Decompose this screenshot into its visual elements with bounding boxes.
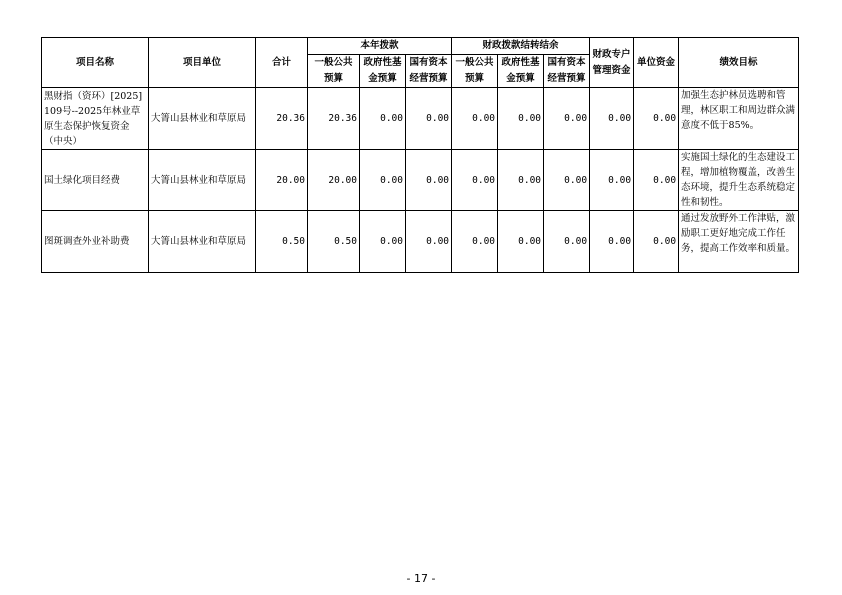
row-project-name: 国土绿化项目经费 [42,150,149,211]
row-unit-funds: 0.00 [634,88,679,150]
row-unit-funds: 0.00 [634,211,679,273]
header-performance-goal: 绩效目标 [679,38,799,88]
header-project-unit: 项目单位 [149,38,256,88]
row-performance-goal: 实施国土绿化的生态建设工程，增加植物覆盖，改善生态环境，提升生态系统稳定性和韧性。 [679,150,799,211]
header-co-fund: 政府性基金预算 [498,55,544,88]
row-project-name: 图斑调查外业补助费 [42,211,149,273]
table-row [42,88,799,150]
row-co-fund: 0.00 [498,211,544,273]
row-co-general: 0.00 [452,150,498,211]
header-current-year: 本年拨款 [308,38,452,55]
table-row [42,150,799,211]
row-project-unit: 大箐山县林业和草原局 [149,211,256,273]
row-cy-general: 20.36 [308,88,360,150]
header-cy-general: 一般公共预算 [308,55,360,88]
row-special-account: 0.00 [590,88,634,150]
row-co-general: 0.00 [452,88,498,150]
row-unit-funds: 0.00 [634,150,679,211]
header-cy-state: 国有资本经营预算 [406,55,452,88]
row-project-unit: 大箐山县林业和草原局 [149,150,256,211]
header-carryover: 财政拨款结转结余 [452,38,590,55]
row-cy-state: 0.00 [406,150,452,211]
row-cy-fund: 0.00 [360,150,406,211]
row-performance-goal: 通过发放野外工作津贴，激励职工更好地完成工作任务，提高工作效率和质量。 [679,211,799,273]
header-unit-funds: 单位资金 [634,38,679,88]
row-cy-general: 20.00 [308,150,360,211]
row-project-unit: 大箐山县林业和草原局 [149,88,256,150]
row-total: 0.50 [256,211,308,273]
row-cy-general: 0.50 [308,211,360,273]
header-cy-fund: 政府性基金预算 [360,55,406,88]
project-budget-table [41,37,799,273]
header-co-general: 一般公共预算 [452,55,498,88]
row-special-account: 0.00 [590,150,634,211]
row-co-state: 0.00 [544,150,590,211]
row-special-account: 0.00 [590,211,634,273]
row-performance-goal: 加强生态护林员选聘和管理，林区职工和周边群众满意度不低于85%。 [679,88,799,150]
row-total: 20.36 [256,88,308,150]
header-co-state: 国有资本经营预算 [544,55,590,88]
row-co-general: 0.00 [452,211,498,273]
page-number: - 17 - [406,572,436,585]
row-cy-fund: 0.00 [360,88,406,150]
header-total: 合计 [256,38,308,88]
row-co-fund: 0.00 [498,150,544,211]
row-total: 20.00 [256,150,308,211]
row-co-state: 0.00 [544,211,590,273]
row-cy-state: 0.00 [406,88,452,150]
row-project-name: 黑财指（资环）[2025]109号--2025年林业草原生态保护恢复资金（中央） [42,88,149,150]
header-row-1 [42,38,799,55]
header-special-account: 财政专户管理资金 [590,38,634,88]
header-project-name: 项目名称 [42,38,149,88]
row-cy-fund: 0.00 [360,211,406,273]
row-co-fund: 0.00 [498,88,544,150]
row-co-state: 0.00 [544,88,590,150]
table-row [42,211,799,273]
row-cy-state: 0.00 [406,211,452,273]
